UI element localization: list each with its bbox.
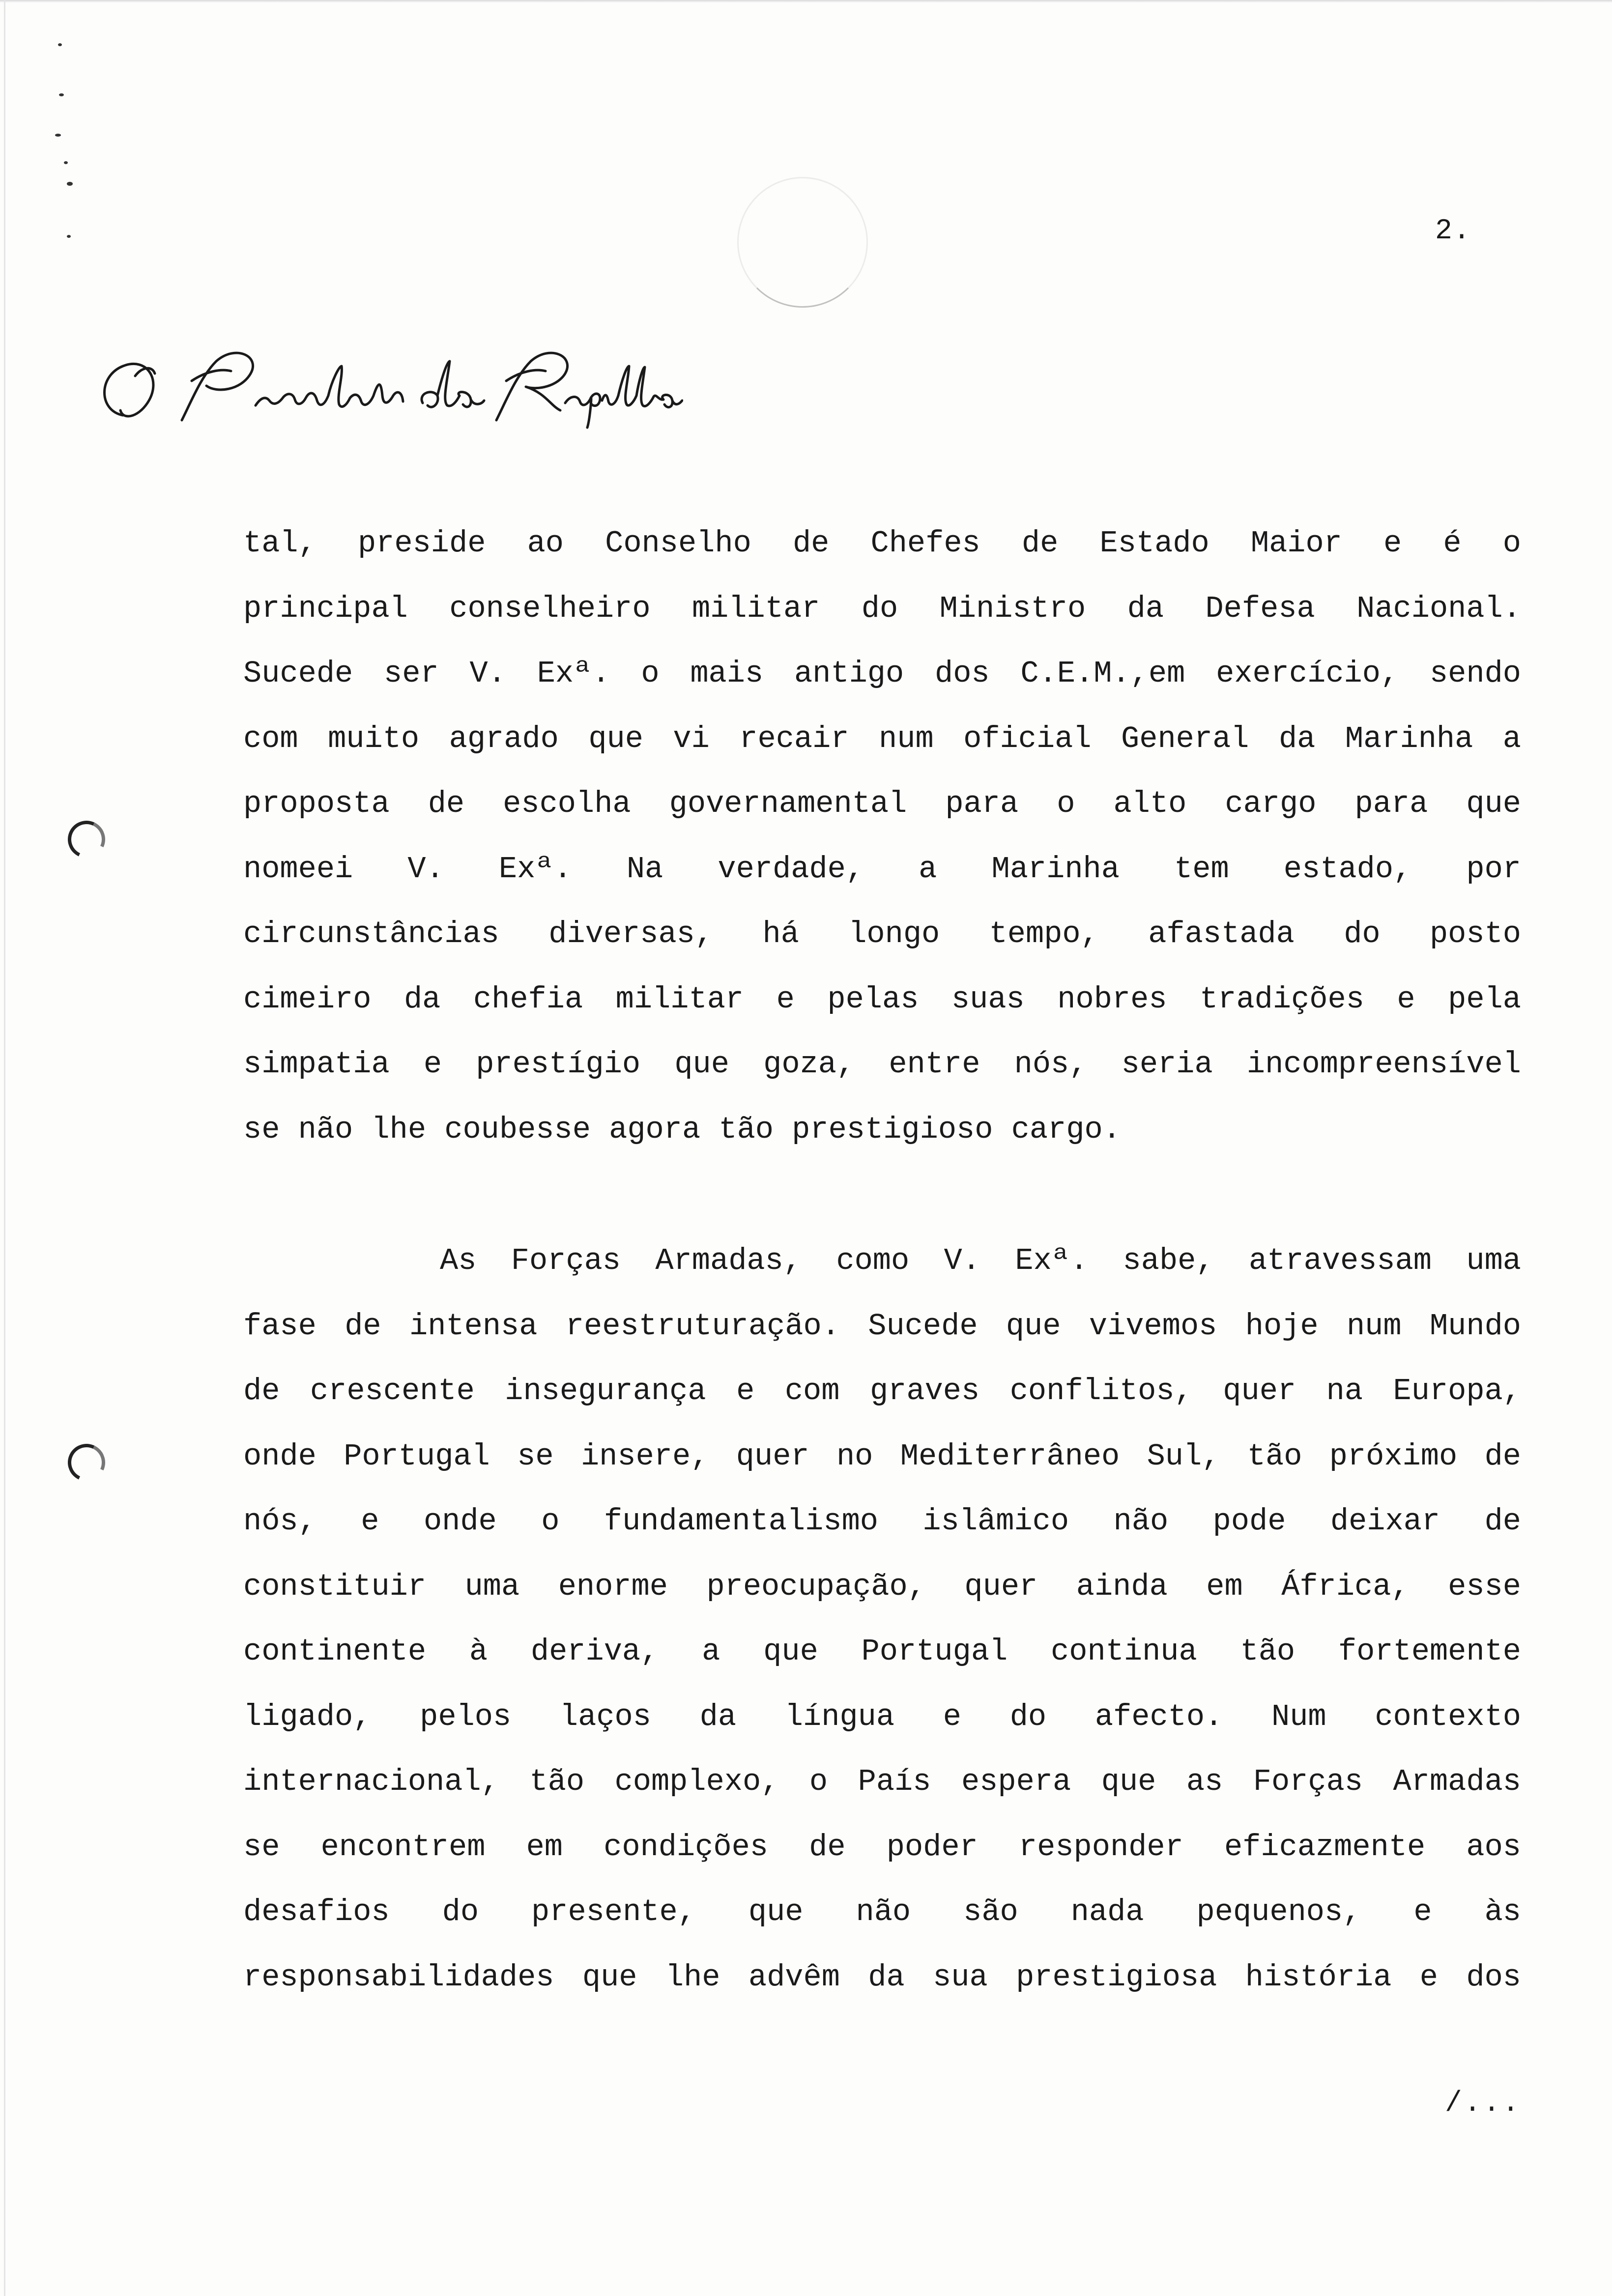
text-line: ligado, pelos laços da língua e do afecto. Num contexto [243,1699,1521,1734]
text-line: internacional, tão complexo, o País espera que as Forças Armadas [243,1764,1521,1799]
text-line: com muito agrado que vi recair num oficial General da Marinha a [243,721,1521,756]
continuation-mark: /... [1445,2088,1522,2120]
text-line: nomeei V. Exª. Na verdade, a Marinha tem estado, por [243,851,1521,887]
text-line: circunstâncias diversas, há longo tempo, afastada do posto [243,917,1521,951]
text-line: Sucede ser V. Exª. o mais antigo dos C.E.M.,em exercício, sendo [243,656,1521,691]
text-line: principal conselheiro militar do Ministro da Defesa Nacional. [243,591,1521,626]
text-line: se encontrem em condições de poder responder eficazmente aos [243,1829,1521,1865]
text-line: se não lhe coubesse agora tão prestigioso cargo. [243,1112,1121,1147]
scan-speck [59,93,64,96]
scan-left-edge [4,0,5,2296]
text-line: responsabilidades que lhe advêm da sua prestigiosa história e dos [243,1959,1521,1995]
scan-speck [67,182,73,186]
scan-speck [58,43,62,46]
scan-speck [64,161,68,164]
text-line: As Forças Armadas, como V. Exª. sabe, atravessam uma [440,1243,1521,1278]
punch-hole [62,1438,110,1486]
text-line: de crescente insegurança e com graves conflitos, quer na Europa, [243,1374,1521,1408]
body-paragraph-2 [243,1229,1521,2010]
text-line: simpatia e prestígio que goza, entre nós, seria incompreensível [243,1047,1521,1082]
text-line: cimeiro da chefia militar e pelas suas nobres tradições e pela [243,981,1521,1017]
page-number: 2. [1435,215,1471,247]
text-line: tal, preside ao Conselho de Chefes de Estado Maior e é o [243,526,1521,561]
text-line: desafios do presente, que não são nada pequenos, e às [243,1894,1521,1929]
scan-speck [55,134,61,137]
text-line: constituir uma enorme preocupação, quer ainda em África, esse [243,1569,1521,1604]
faint-stamp-mark [737,177,868,308]
letterhead-signature-script [93,346,683,430]
text-line: onde Portugal se insere, quer no Mediterrâneo Sul, tão próximo de [243,1438,1521,1474]
scan-top-edge [0,0,1612,3]
text-line: proposta de escolha governamental para o alto cargo para que [243,786,1521,821]
text-line: fase de intensa reestruturação. Sucede que vivemos hoje num Mundo [243,1308,1521,1344]
punch-hole [62,815,110,863]
text-line: continente à deriva, a que Portugal continua tão fortemente [243,1634,1521,1669]
scan-speck [67,235,71,238]
body-paragraph-1 [243,511,1521,1162]
text-line: nós, e onde o fundamentalismo islâmico não pode deixar de [243,1504,1521,1539]
